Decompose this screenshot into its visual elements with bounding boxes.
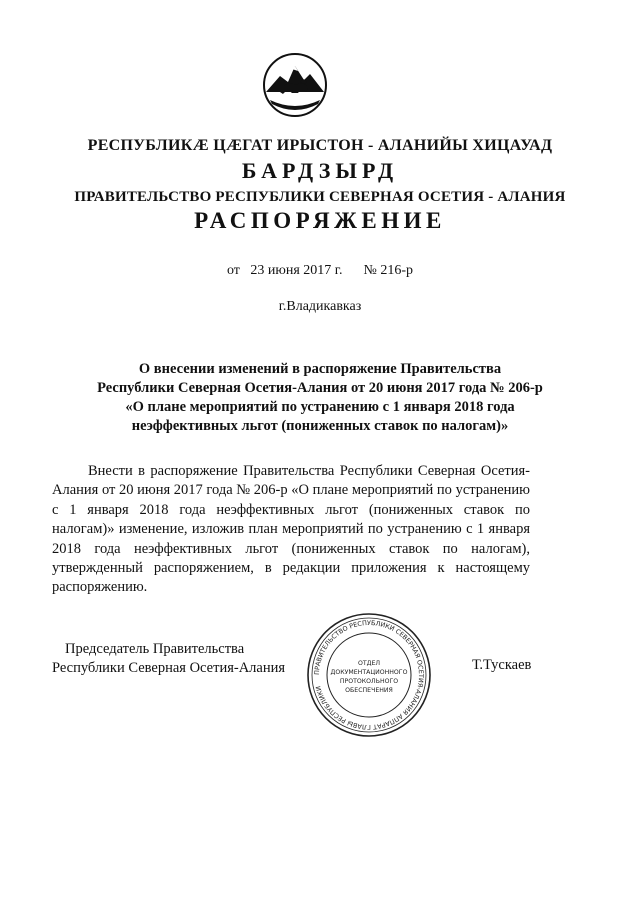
title-line: Республики Северная Осетия-Алания от 20 июня 2017 года № 206-р bbox=[97, 380, 543, 396]
document-date: 23 июня 2017 г. bbox=[250, 263, 343, 278]
stamp-center-line: ОБЕСПЕЧЕНИЯ bbox=[345, 687, 393, 694]
signatory-position-line2: Республики Северная Осетия-Алания bbox=[52, 660, 286, 677]
header-ossetian-republic-government: РЕСПУБЛИКӔ ЦӔГАТ ИРЫСТОН - АЛАНИЙЫ ХИЦАУАД bbox=[87, 137, 553, 154]
document-type-heading: РАСПОРЯЖЕНИЕ bbox=[194, 208, 446, 233]
official-stamp-seal bbox=[306, 612, 432, 738]
body-paragraph bbox=[52, 462, 530, 598]
header-russian-government: ПРАВИТЕЛЬСТВО РЕСПУБЛИКИ СЕВЕРНАЯ ОСЕТИЯ - АЛАНИЯ bbox=[74, 189, 566, 205]
title-line: О внесении изменений в распоряжение Правительства bbox=[138, 361, 502, 377]
signatory-name: Т.Тускаев bbox=[472, 657, 532, 673]
document-number: № 216-р bbox=[363, 263, 413, 278]
stamp-ring-text: ПРАВИТЕЛЬСТВО РЕСПУБЛИКИ СЕВЕРНАЯ ОСЕТИЯ-АЛАНИЯ АППАРАТ ГЛАВЫ РЕСПУБЛИКИ bbox=[312, 618, 426, 732]
coat-of-arms-emblem bbox=[262, 52, 328, 118]
document-title bbox=[40, 360, 600, 436]
header-ossetian-order: БАРДЗЫРД bbox=[241, 158, 399, 183]
stamp-center-line: ОТДЕЛ bbox=[357, 660, 381, 667]
signatory-position-line1: Председатель Правительства bbox=[65, 641, 245, 657]
document-city: г.Владикавказ bbox=[278, 299, 362, 314]
date-prefix: от bbox=[226, 263, 240, 278]
stamp-center-line: ДОКУМЕНТАЦИОННОГО bbox=[330, 669, 408, 676]
signatory-position bbox=[52, 640, 285, 679]
body-paragraph-text: Внести в распоряжение Правительства Республики Северная Осетия-Алания от 20 июня 2017 года № 206-р «О плане мероприятий по устранению с 1 января 2018 года неэффективных льгот (пониженных ставок по налогам)» изменение, изложив план мероприятий по устранению с 1 января 2018 года неэффективных льгот (пониженных ставок по налогам), утвержденный распоряжением, в редакции приложения к настоящему распоряжению. bbox=[52, 463, 530, 596]
title-line: «О плане мероприятий по устранению с 1 января 2018 года bbox=[125, 399, 515, 415]
title-line: неэффективных льгот (пониженных ставок по налогам)» bbox=[131, 418, 509, 434]
stamp-center-line: ПРОТОКОЛЬНОГО bbox=[339, 678, 399, 685]
date-number-line bbox=[0, 263, 640, 279]
